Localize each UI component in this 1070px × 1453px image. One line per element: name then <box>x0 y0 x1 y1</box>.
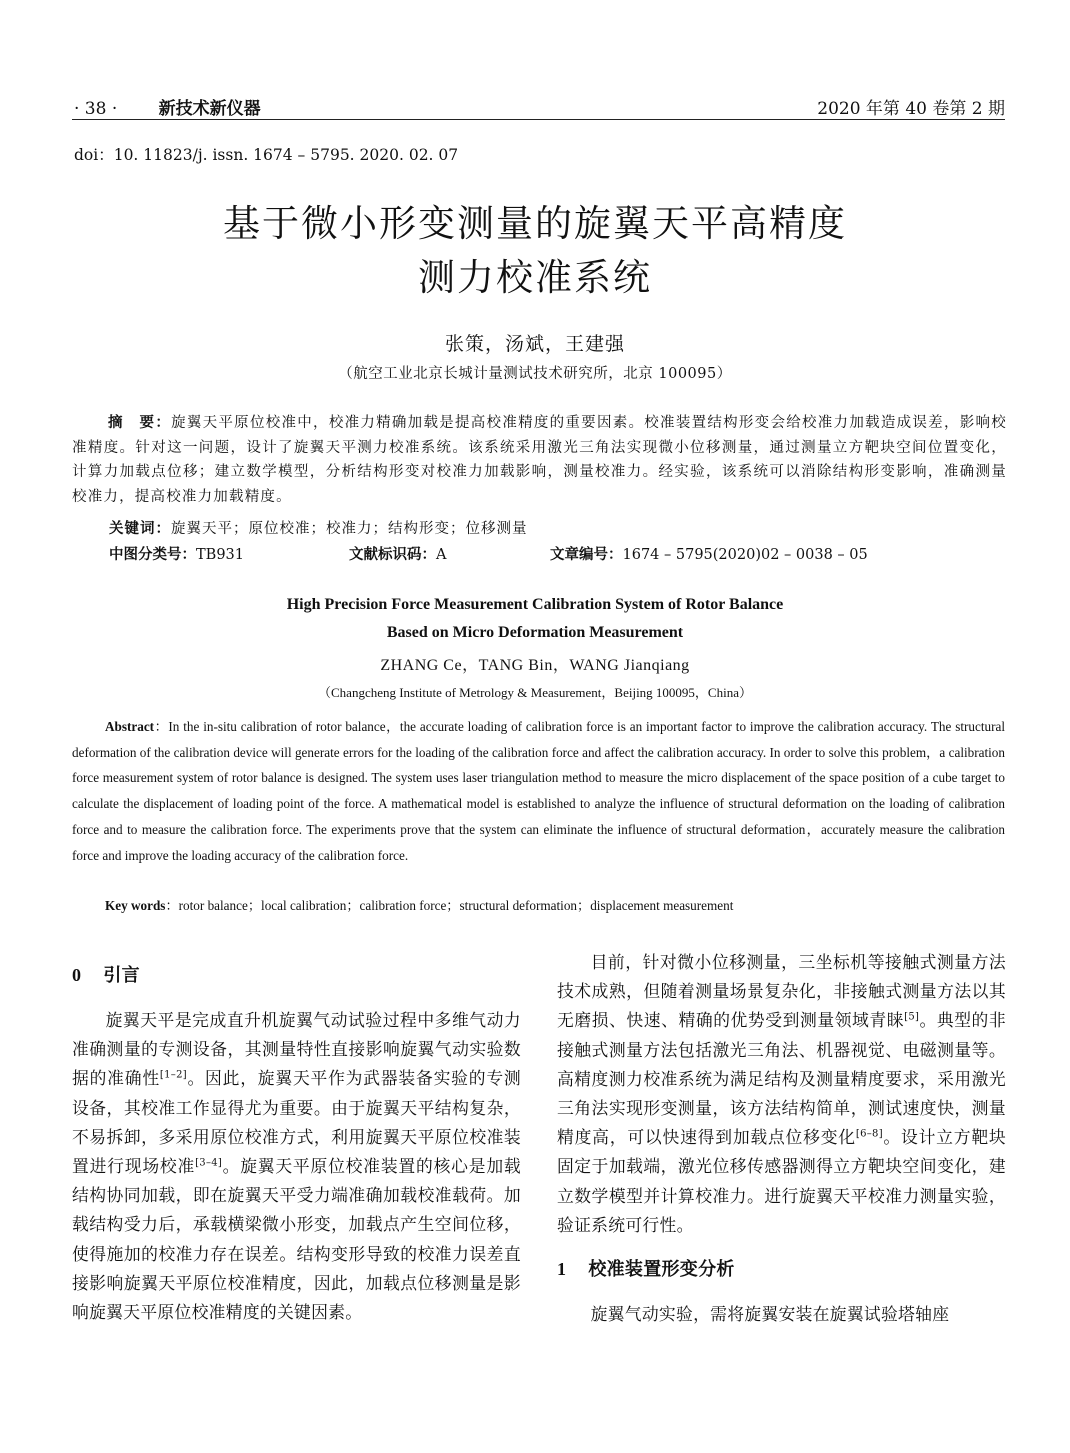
page-number: · 38 · <box>74 99 118 119</box>
right-text-3: 。设计立方靶块固定于加载端，激光位移传感器测得立方靶块空间变化，建立数学模型并计算校准力。进行旋翼天平校准力测量实验，验证系统可行性。 <box>557 1127 1006 1235</box>
abstract-cn-label: 摘 要： <box>108 415 172 431</box>
doi: doi：10. 11823/j. issn. 1674 – 5795. 2020. 02. 07 <box>74 146 459 164</box>
section-1-title: 校准装置形变分析 <box>588 1259 735 1281</box>
section-0-heading <box>72 952 521 998</box>
abstract-cn <box>72 411 1007 509</box>
abstract-cn-text: 旋翼天平原位校准中，校准力精确加载是提高校准精度的重要因素。校准装置结构形变会给校准力加载造成误差，影响校准精度。针对这一问题，设计了旋翼天平测力校准系统。该系统采用激光三角法实现微小位移测量，通过测量立方靶块空间位置变化，计算力加载点位移；建立数学模型，分析结构形变对校准力加载影响，测量校准力。经实验，该系统可以消除结构形变影响，准确测量校准力，提高校准力加载精度。 <box>72 415 1007 505</box>
running-header-left <box>74 94 261 119</box>
clc-number <box>109 543 244 564</box>
article-number <box>550 543 868 564</box>
clc-label: 中图分类号： <box>109 547 196 563</box>
doc-code-label: 文献标识码： <box>349 547 436 563</box>
keywords-cn-text: 旋翼天平；原位校准；校准力；结构形变；位移测量 <box>171 521 528 537</box>
english-authors: ZHANG Ce，TANG Bin，WANG Jianqiang <box>380 657 690 674</box>
body-left-column <box>72 948 521 1327</box>
english-title-line-2: Based on Micro Deformation Measurement <box>386 624 684 641</box>
keywords-cn-label: 关键词： <box>109 521 171 537</box>
citation-6-8: [6–8] <box>855 1128 883 1140</box>
abstract-en-label: Abstract <box>105 719 155 734</box>
intro-text-3: 。旋翼天平原位校准装置的核心是加载结构协同加载，即在旋翼天平受力端准确加载校准载荷。加载结构受力后，承载横梁微小形变，加载点产生空间位移，使得施加的校准力存在误差。结构变形导致的校准力误差直接影响旋翼天平原位校准精度，因此，加载点位移测量是影响旋翼天平原位校准精度的关键因素。 <box>72 1156 521 1323</box>
affiliation: （航空工业北京长城计量测试技术研究所，北京 100095） <box>338 366 732 382</box>
citation-3-4: [3–4] <box>195 1157 223 1169</box>
header-divider <box>72 119 1005 120</box>
journal-name: 新技术新仪器 <box>158 99 261 119</box>
right-paragraph-1 <box>557 948 1006 1240</box>
intro-text-1: 旋翼天平是完成直升机旋翼气动试验过程中多维气动力准确测量的专测设备，其测量特性直接影响旋翼气动实验数据的准确性 <box>72 1010 521 1089</box>
section-1-heading <box>557 1246 1006 1292</box>
section-0-number: 0 <box>72 965 82 985</box>
keywords-cn <box>109 517 528 538</box>
keywords-en-label: Key words <box>105 898 166 913</box>
english-affiliation: （Changcheng Institute of Metrology & Measurement，Beijing 100095，China） <box>318 685 752 700</box>
clc-value: TB931 <box>196 547 245 563</box>
abstract-en <box>72 714 1005 868</box>
issue-info: 2020 年第 40 卷第 2 期 <box>817 99 1005 119</box>
english-title-line-1: High Precision Force Measurement Calibration System of Rotor Balance <box>286 596 784 613</box>
abstract-en-text: ：In the in-situ calibration of rotor balance，the accurate loading of calibration force is an important factor to improve the calibration accuracy. The structural deformation of the calibration device will generate errors for the loading of the calibration force and affect the calibration accuracy. In order to solve this problem，a calibration force measurement system of rotor balance is designed. The system uses laser triangulation method to measure the micro displacement of the space position of a cube target to calculate the displacement of loading point of the force. A mathematical model is established to analyze the influence of structural deformation on the loading of calibration force and to measure the calibration force. The experiments prove that the system can eliminate the influence of structural deformation，accurately measure the calibration force and improve the loading accuracy of the calibration force. <box>72 719 1005 863</box>
authors: 张策，汤斌，王建强 <box>444 333 625 355</box>
article-number-value: 1674 – 5795(2020)02 – 0038 – 05 <box>622 547 868 563</box>
citation-5: [5] <box>904 1011 920 1023</box>
document-code <box>349 543 446 564</box>
section-0-title: 引言 <box>103 965 140 986</box>
paper-title-line-2: 测力校准系统 <box>418 256 652 299</box>
right-text-1: 目前，针对微小位移测量，三坐标机等接触式测量方法技术成熟，但随着测量场景复杂化，非接触式测量方法以其无磨损、快速、精确的优势受到测量领域青睐 <box>557 952 1006 1031</box>
article-number-label: 文章编号： <box>550 547 623 563</box>
citation-1-2: [1–2] <box>159 1069 187 1081</box>
intro-paragraph <box>72 1006 521 1327</box>
keywords-en-text: ：rotor balance；local calibration；calibration force；structural deformation；displacement measurement <box>165 898 734 913</box>
right-text-2: 。典型的非接触式测量方法包括激光三角法、机器视觉、电磁测量等。高精度测力校准系统为满足结构及测量精度要求，采用激光三角法实现形变测量，该方法结构简单，测试速度快，测量精度高，可以快速得到加载点位移变化 <box>557 1010 1006 1148</box>
paper-title-line-1: 基于微小形变测量的旋翼天平高精度 <box>223 202 847 245</box>
intro-text-2: 。因此，旋翼天平作为武器装备实验的专测设备，其校准工作显得尤为重要。由于旋翼天平结构复杂，不易拆卸，多采用原位校准方式，利用旋翼天平原位校准装置进行现场校准 <box>72 1068 521 1177</box>
right-paragraph-2: 旋翼气动实验，需将旋翼安装在旋翼试验塔轴座 <box>590 1304 950 1325</box>
section-1-number: 1 <box>557 1259 567 1280</box>
keywords-en <box>105 895 733 914</box>
body-right-column <box>557 948 1006 1329</box>
doc-code-value: A <box>436 547 447 563</box>
